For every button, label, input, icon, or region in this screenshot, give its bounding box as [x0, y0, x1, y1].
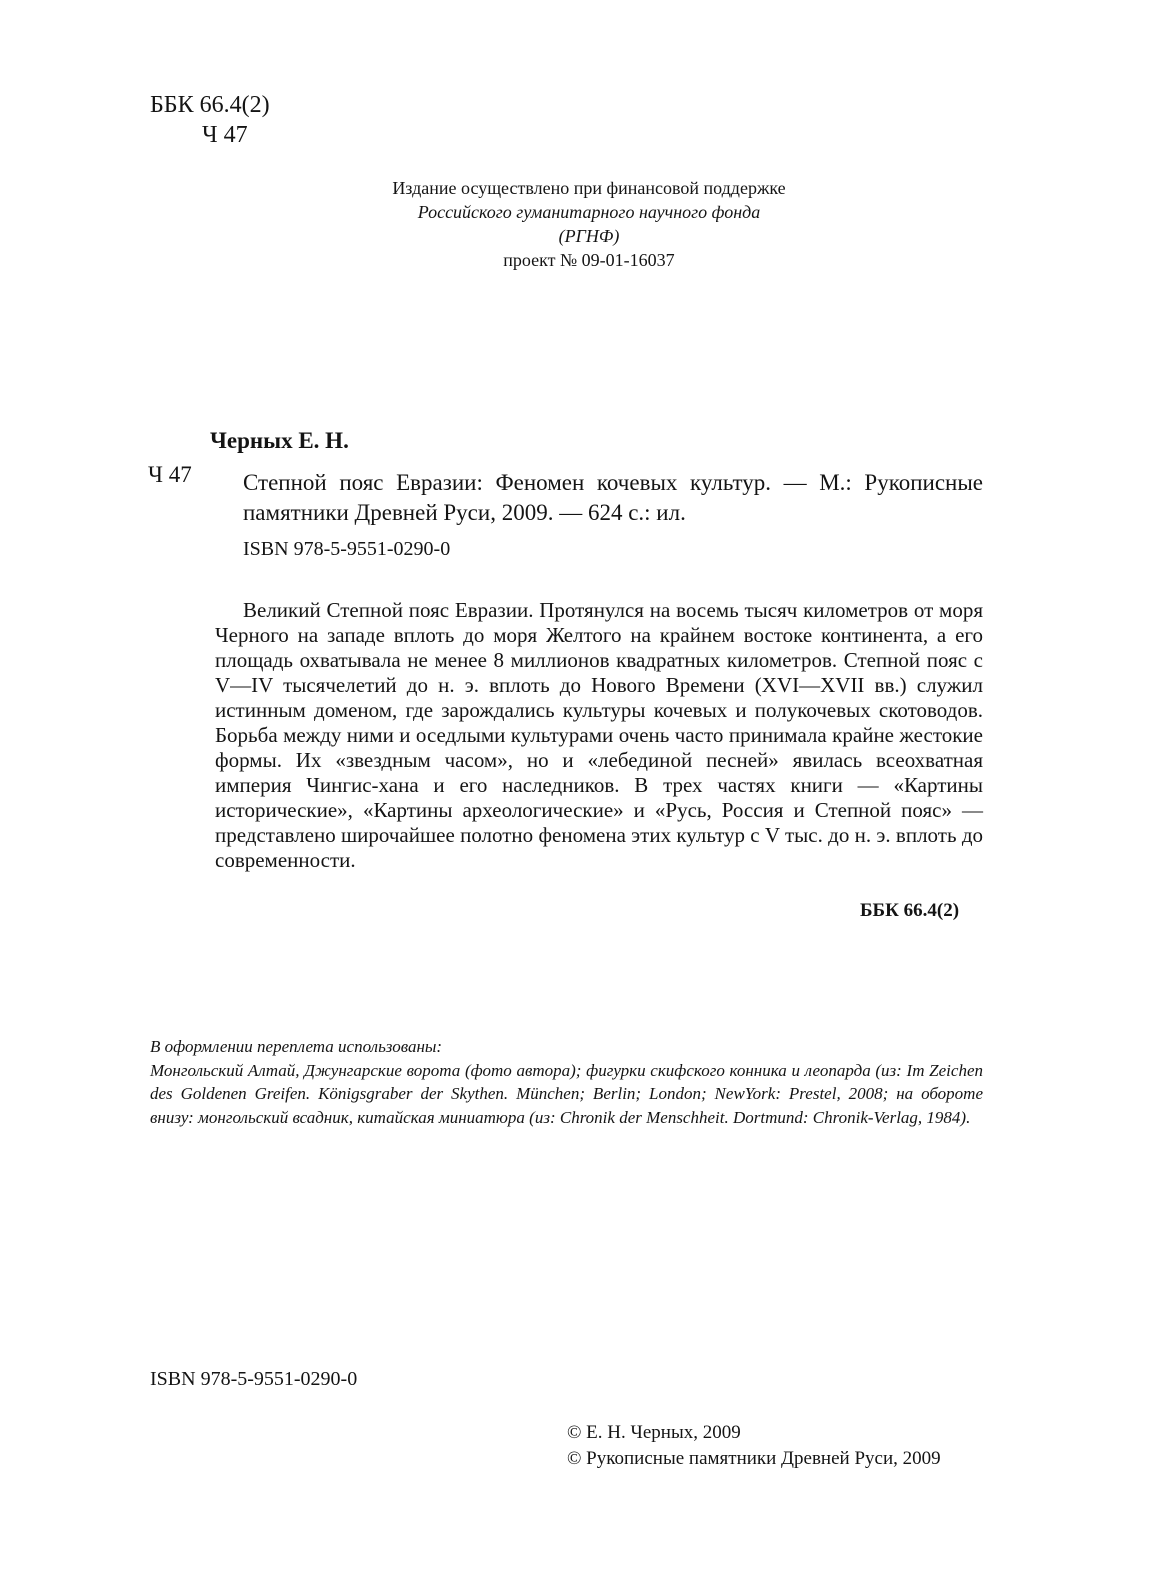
bbk-code: ББК 66.4(2) — [150, 92, 270, 118]
funding-line-4: проект № 09-01-16037 — [503, 250, 675, 270]
cover-credits-heading: В оформлении переплета использованы: — [150, 1037, 443, 1056]
bibliographic-description: Степной пояс Евразии: Феномен кочевых культур. — М.: Рукописные памятники Древней Руси, 2009. — 624 с.: ил. — [243, 470, 983, 525]
cover-credits — [150, 1035, 983, 1129]
catalog-isbn: ISBN 978-5-9551-0290-0 — [243, 538, 451, 560]
book-abstract: Великий Степной пояс Евразии. Протянулся на восемь тысяч километров от моря Черного на западе вплоть до моря Желтого на крайнем востоке континента, а его площадь охватывала не менее 8 миллионов квадратных километров. Степной пояс с V—IV тысячелетий до н. э. вплоть до Нового Времени (XVI—XVII вв.) служил истинным доменом, где зарождались культуры кочевых и полукочевых скотоводов. Борьба между ними и оседлыми культурами очень часто принимала крайне жестокие формы. Их «звездным часом», но и «лебединой песней» явилась всеохватная империя Чингис-хана и его наследников. В трех частях книги — «Картины исторические», «Картины археологические» и «Русь, Россия и Степной пояс» — представлено широчайшее полотно феномена этих культур с V тыс. до н. э. вплоть до современности. — [215, 598, 983, 872]
funding-line-1: Издание осуществлено при финансовой поддержке — [392, 178, 786, 198]
cutter-code: Ч 47 — [202, 122, 248, 148]
bbk-bottom: ББК 66.4(2) — [860, 900, 960, 921]
copyright-block — [567, 1420, 941, 1472]
isbn-bottom: ISBN 978-5-9551-0290-0 — [150, 1368, 358, 1390]
catalog-cutter: Ч 47 — [148, 462, 192, 487]
copyright-publisher: © Рукописные памятники Древней Руси, 2009 — [567, 1448, 941, 1469]
funding-notice — [300, 176, 878, 272]
funding-line-2: Российского гуманитарного научного фонда — [417, 202, 761, 222]
funding-line-3: (РГНФ) — [558, 226, 620, 246]
author-name: Черных Е. Н. — [210, 428, 349, 453]
copyright-author: © Е. Н. Черных, 2009 — [567, 1422, 741, 1443]
cover-credits-text: Монгольский Алтай, Джунгарские ворота (фото автора); фигурки скифского конника и леопарда (из: Im Zeichen des Goldenen Greifen. Königsgraber der Skythen. München; Berlin; London; NewYork: Prestel, 2008; на обороте внизу: монгольский всадник, китайская миниатюра (из: Chronik der Menschheit. Dortmund: Chronik-Verlag, 1984). — [150, 1060, 983, 1127]
bbk-classification — [150, 90, 270, 150]
